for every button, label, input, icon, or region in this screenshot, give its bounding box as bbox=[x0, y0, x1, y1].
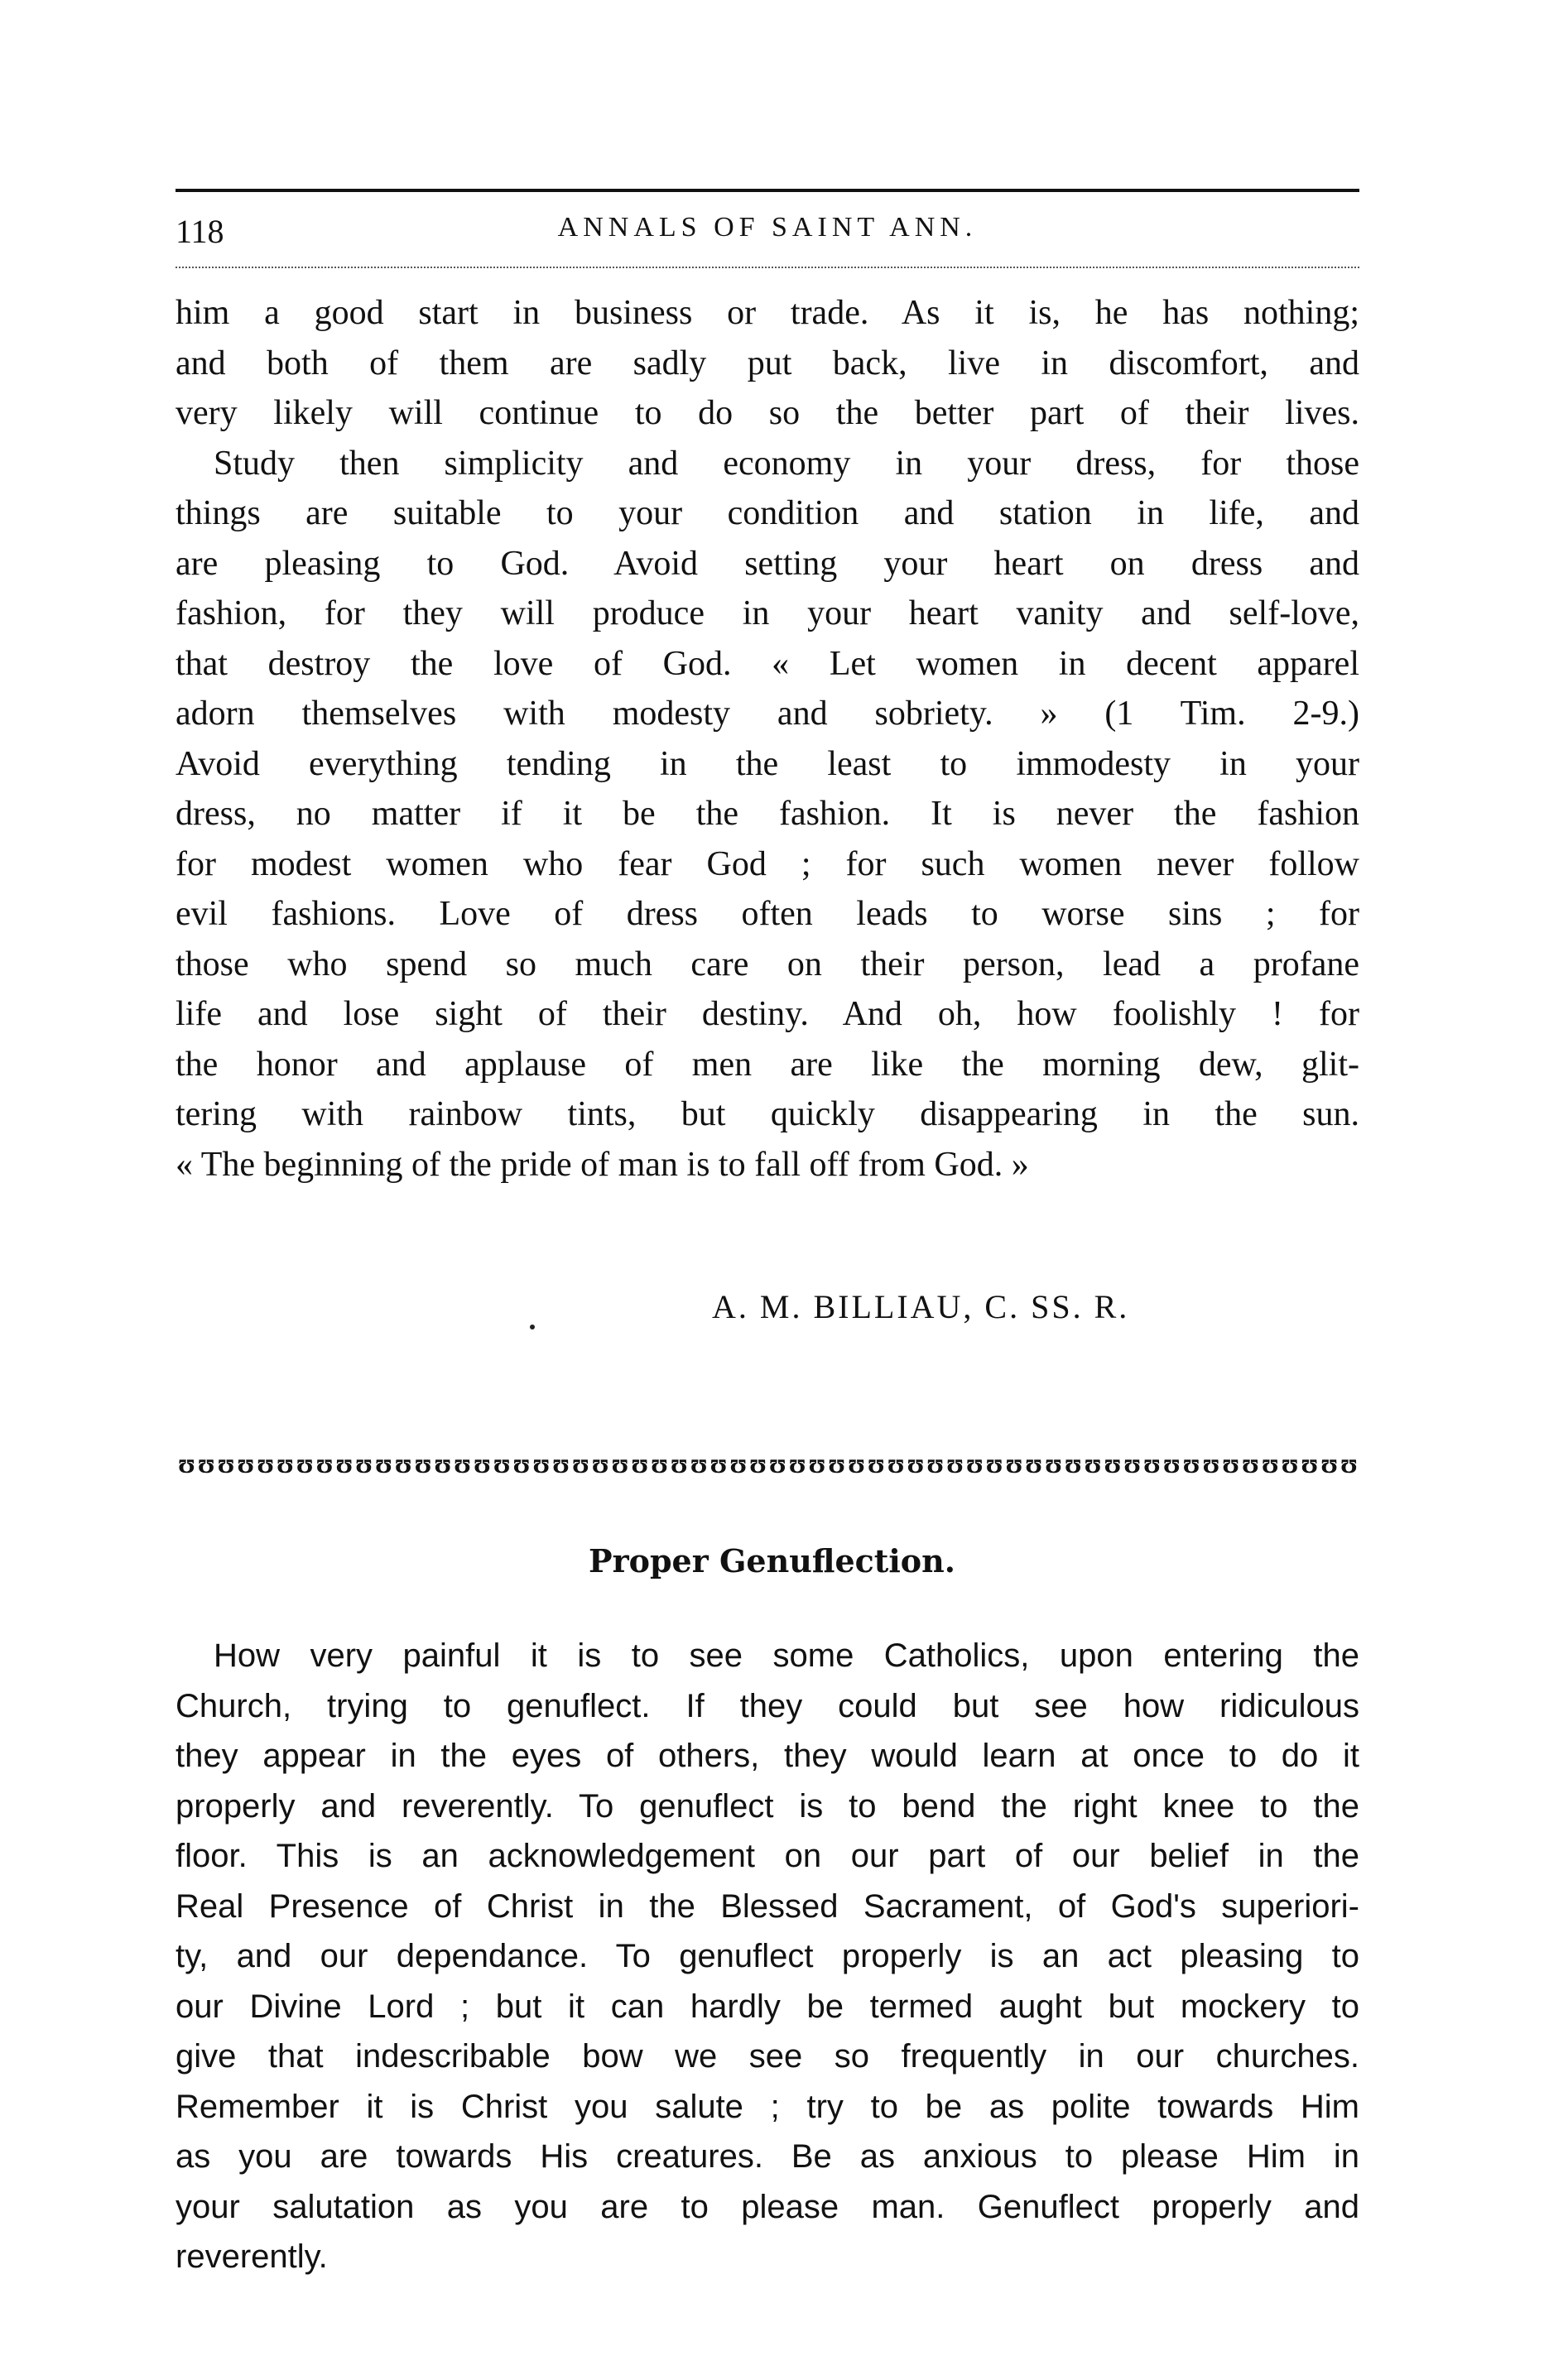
text-line: those who spend so much care on their person, lead a profane bbox=[176, 945, 1359, 983]
ornament-glyph: ʊ bbox=[374, 1450, 392, 1478]
page-header bbox=[176, 212, 1359, 253]
ornament-glyph: ʊ bbox=[257, 1450, 275, 1478]
text-line: fashion, for they will produce in your heart vanity and self-love, bbox=[176, 594, 1359, 632]
ornament-glyph: ʊ bbox=[1084, 1450, 1102, 1478]
ornament-glyph: ʊ bbox=[315, 1450, 334, 1478]
ornament-glyph: ʊ bbox=[1202, 1450, 1220, 1478]
ornament-glyph: ʊ bbox=[276, 1450, 294, 1478]
ornament-glyph: ʊ bbox=[1242, 1450, 1260, 1478]
stray-dot bbox=[530, 1325, 535, 1329]
ornament-glyph: ʊ bbox=[631, 1450, 649, 1478]
ornament-glyph: ʊ bbox=[296, 1450, 314, 1478]
ornament-glyph: ʊ bbox=[552, 1450, 570, 1478]
header-underline bbox=[176, 267, 1359, 268]
text-line: tering with rainbow tints, but quickly disappearing in the sun. bbox=[176, 1095, 1359, 1133]
text-line: our Divine Lord ; but it can hardly be termed aught but mockery to bbox=[176, 1988, 1359, 2025]
text-line: dress, no matter if it be the fashion. It is never the fashion bbox=[176, 795, 1359, 833]
text-line: life and lose sight of their destiny. And oh, how foolishly ! for bbox=[176, 995, 1359, 1033]
ornament-glyph: ʊ bbox=[237, 1450, 255, 1478]
ornament-glyph: ʊ bbox=[670, 1450, 688, 1478]
ornament-glyph: ʊ bbox=[1162, 1450, 1181, 1478]
ornament-glyph: ʊ bbox=[178, 1450, 195, 1478]
ornament-glyph: ʊ bbox=[808, 1450, 826, 1478]
ornament-glyph: ʊ bbox=[749, 1450, 767, 1478]
ornament-glyph: ʊ bbox=[493, 1450, 511, 1478]
section-2-text bbox=[176, 1631, 1359, 2282]
text-line: ty, and our dependance. To genuflect properly is an act pleasing to bbox=[176, 1938, 1359, 1974]
text-line: Real Presence of Christ in the Blessed Sacrament, of God's superiori- bbox=[176, 1887, 1359, 1925]
ornament-glyph: ʊ bbox=[611, 1450, 629, 1478]
ornament-glyph: ʊ bbox=[965, 1450, 984, 1478]
ornament-glyph: ʊ bbox=[217, 1450, 235, 1478]
text-line: floor. This is an acknowledgement on our part of our belief in the bbox=[176, 1838, 1359, 1874]
ornament-glyph: ʊ bbox=[571, 1450, 589, 1478]
ornament-glyph: ʊ bbox=[197, 1450, 215, 1478]
ornament-glyph: ʊ bbox=[729, 1450, 748, 1478]
text-line: Avoid everything tending in the least to immodesty in your bbox=[176, 744, 1359, 783]
ornament-glyph: ʊ bbox=[394, 1450, 412, 1478]
text-line: evil fashions. Love of dress often leads to worse sins ; for bbox=[176, 895, 1359, 933]
ornament-glyph: ʊ bbox=[690, 1450, 708, 1478]
ornament-glyph: ʊ bbox=[1143, 1450, 1162, 1478]
ornament-glyph: ʊ bbox=[414, 1450, 432, 1478]
text-line: properly and reverently. To genuflect is to bend the right knee to the bbox=[176, 1787, 1359, 1825]
ornament-glyph: ʊ bbox=[532, 1450, 551, 1478]
ornament-glyph: ʊ bbox=[848, 1450, 866, 1478]
text-line: Study then simplicity and economy in your dress, for those bbox=[214, 444, 1359, 483]
ornament-glyph: ʊ bbox=[591, 1450, 609, 1478]
text-line: very likely will continue to do so the better part of their lives. bbox=[176, 394, 1359, 432]
text-line: give that indescribable bow we see so frequently in our churches. bbox=[176, 2038, 1359, 2075]
ornament-glyph: ʊ bbox=[434, 1450, 452, 1478]
ornament-glyph: ʊ bbox=[1301, 1450, 1319, 1478]
text-line: they appear in the eyes of others, they would learn at once to do it bbox=[176, 1738, 1359, 1774]
ornament-glyph: ʊ bbox=[651, 1450, 669, 1478]
ornament-glyph: ʊ bbox=[907, 1450, 925, 1478]
ornament-glyph: ʊ bbox=[788, 1450, 806, 1478]
ornament-glyph: ʊ bbox=[1222, 1450, 1240, 1478]
ornament-glyph: ʊ bbox=[473, 1450, 491, 1478]
text-line: things are suitable to your condition and station in life, and bbox=[176, 494, 1359, 532]
ornament-glyph: ʊ bbox=[768, 1450, 786, 1478]
ornament-glyph: ʊ bbox=[828, 1450, 846, 1478]
author-signature: A. M. BILLIAU, C. SS. R. bbox=[712, 1288, 1130, 1325]
text-line: him a good start in business or trade. As it is, he has nothing; bbox=[176, 294, 1359, 332]
ornament-glyph: ʊ bbox=[867, 1450, 885, 1478]
ornament-glyph: ʊ bbox=[335, 1450, 354, 1478]
text-line: How very painful it is to see some Catholics, upon entering the bbox=[214, 1637, 1359, 1674]
text-line: your salutation as you are to please man. Genuflect properly and bbox=[176, 2188, 1359, 2225]
text-line: for modest women who fear God ; for such women never follow bbox=[176, 844, 1359, 883]
ornament-glyph: ʊ bbox=[1261, 1450, 1279, 1478]
ornament-glyph: ʊ bbox=[512, 1450, 531, 1478]
text-line: reverently. bbox=[176, 2238, 328, 2275]
ornament-glyph: ʊ bbox=[985, 1450, 1003, 1478]
text-line: Remember it is Christ you salute ; try to be as polite towards Him bbox=[176, 2088, 1359, 2125]
ornament-glyph: ʊ bbox=[887, 1450, 905, 1478]
ornament-glyph: ʊ bbox=[1104, 1450, 1122, 1478]
ornament-glyph: ʊ bbox=[1005, 1450, 1023, 1478]
section-title: Proper Genuflection. bbox=[589, 1542, 955, 1579]
ornament-glyph: ʊ bbox=[454, 1450, 472, 1478]
text-line: Church, trying to genuflect. If they could but see how ridiculous bbox=[176, 1687, 1359, 1724]
ornament-glyph: ʊ bbox=[1182, 1450, 1200, 1478]
ornament-glyph: ʊ bbox=[355, 1450, 373, 1478]
ornament-glyph: ʊ bbox=[1320, 1450, 1339, 1478]
text-line: as you are towards His creatures. Be as anxious to please Him in bbox=[176, 2138, 1359, 2175]
ornament-glyph: ʊ bbox=[946, 1450, 964, 1478]
ornament-glyph: ʊ bbox=[1025, 1450, 1043, 1478]
ornament-glyph: ʊ bbox=[1045, 1450, 1063, 1478]
ornament-glyph: ʊ bbox=[1064, 1450, 1082, 1478]
page-number: 118 bbox=[176, 213, 224, 250]
section-1-text bbox=[176, 288, 1359, 1190]
text-line: that destroy the love of God. « Let women in decent apparel bbox=[176, 644, 1359, 683]
ornament-glyph: ʊ bbox=[709, 1450, 728, 1478]
text-line: adorn themselves with modesty and sobriety. » (1 Tim. 2-9.) bbox=[176, 695, 1359, 733]
header-rule bbox=[176, 189, 1359, 192]
ornament-glyph: ʊ bbox=[1123, 1450, 1142, 1478]
ornament-glyph: ʊ bbox=[1281, 1450, 1299, 1478]
ornamental-divider bbox=[178, 1450, 1358, 1478]
ornament-glyph: ʊ bbox=[926, 1450, 945, 1478]
ornament-glyph: ʊ bbox=[1340, 1450, 1358, 1478]
text-line: the honor and applause of men are like the morning dew, glit- bbox=[176, 1045, 1359, 1084]
running-head: ANNALS OF SAINT ANN. bbox=[557, 212, 978, 243]
text-line: and both of them are sadly put back, live in discomfort, and bbox=[176, 344, 1359, 382]
text-line: « The beginning of the pride of man is to fall off from God. » bbox=[176, 1145, 1029, 1184]
text-line: are pleasing to God. Avoid setting your heart on dress and bbox=[176, 544, 1359, 583]
